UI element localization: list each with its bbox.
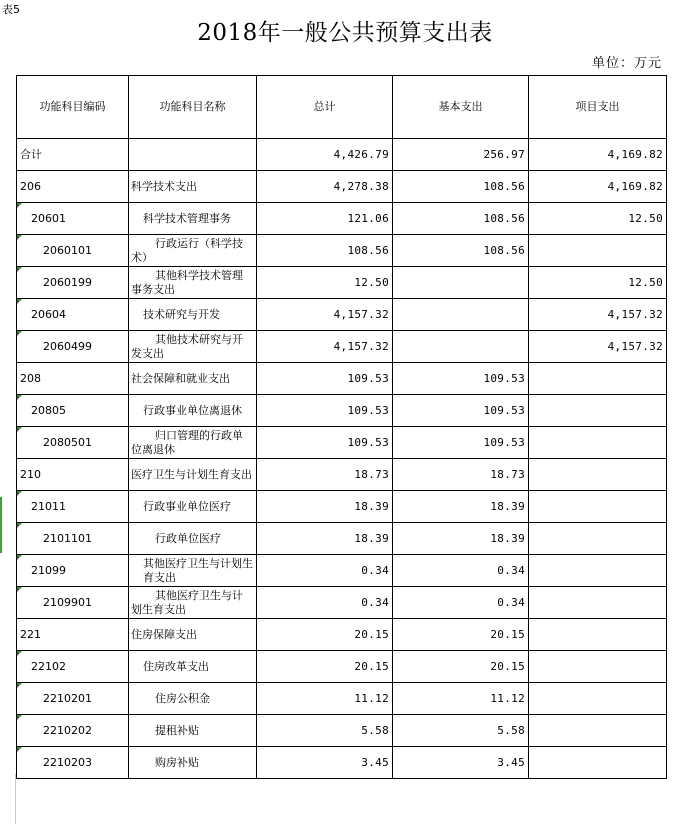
table-row — [17, 395, 667, 427]
basic-cell[interactable]: 11.12 — [393, 683, 529, 715]
code-cell[interactable]: 2109901 — [17, 587, 129, 619]
project-cell[interactable] — [529, 427, 667, 459]
basic-cell[interactable]: 3.45 — [393, 747, 529, 779]
name-cell[interactable]: 行政事业单位医疗 — [129, 491, 257, 523]
code-cell[interactable]: 2210203 — [17, 747, 129, 779]
table-row — [17, 363, 667, 395]
table-number: 表5 — [2, 3, 20, 16]
code-cell[interactable]: 21011 — [17, 491, 129, 523]
total-cell[interactable]: 3.45 — [257, 747, 393, 779]
table-row — [17, 235, 667, 267]
basic-cell[interactable]: 109.53 — [393, 427, 529, 459]
table-row — [17, 619, 667, 651]
total-cell[interactable]: 0.34 — [257, 587, 393, 619]
project-cell[interactable] — [529, 523, 667, 555]
name-cell[interactable]: 住房保障支出 — [129, 619, 257, 651]
basic-cell[interactable]: 18.39 — [393, 491, 529, 523]
basic-cell[interactable] — [393, 331, 529, 363]
total-cell[interactable]: 4,426.79 — [257, 139, 393, 171]
basic-cell[interactable]: 108.56 — [393, 235, 529, 267]
code-cell[interactable]: 2060499 — [17, 331, 129, 363]
name-cell[interactable]: 住房公积金 — [129, 683, 257, 715]
header-project[interactable]: 项目支出 — [529, 76, 667, 139]
table-row — [17, 587, 667, 619]
code-cell[interactable]: 2210201 — [17, 683, 129, 715]
total-cell[interactable]: 4,157.32 — [257, 299, 393, 331]
table-row — [17, 427, 667, 459]
total-cell[interactable]: 4,278.38 — [257, 171, 393, 203]
total-cell[interactable]: 12.50 — [257, 267, 393, 299]
basic-cell[interactable]: 0.34 — [393, 587, 529, 619]
total-cell[interactable]: 18.73 — [257, 459, 393, 491]
project-cell[interactable]: 4,157.32 — [529, 331, 667, 363]
code-cell[interactable]: 2080501 — [17, 427, 129, 459]
basic-cell[interactable]: 109.53 — [393, 363, 529, 395]
total-cell[interactable]: 18.39 — [257, 491, 393, 523]
total-cell[interactable]: 5.58 — [257, 715, 393, 747]
code-cell[interactable]: 2101101 — [17, 523, 129, 555]
name-cell[interactable]: 技术研究与开发 — [129, 299, 257, 331]
name-cell[interactable]: 行政单位医疗 — [129, 523, 257, 555]
total-cell[interactable]: 109.53 — [257, 427, 393, 459]
name-cell[interactable]: 社会保障和就业支出 — [129, 363, 257, 395]
header-row — [17, 76, 667, 139]
basic-cell[interactable]: 108.56 — [393, 171, 529, 203]
table-row — [17, 555, 667, 587]
name-cell[interactable]: 科学技术支出 — [129, 171, 257, 203]
project-cell[interactable]: 12.50 — [529, 267, 667, 299]
project-cell[interactable] — [529, 619, 667, 651]
header-code[interactable]: 功能科目编码 — [17, 76, 129, 139]
code-cell[interactable]: 2060199 — [17, 267, 129, 299]
code-cell[interactable]: 20601 — [17, 203, 129, 235]
project-cell[interactable] — [529, 747, 667, 779]
table-row — [17, 715, 667, 747]
name-cell[interactable]: 其他科学技术管理事务支出 — [129, 267, 257, 299]
project-cell[interactable]: 4,169.82 — [529, 139, 667, 171]
project-cell[interactable] — [529, 491, 667, 523]
basic-cell[interactable] — [393, 267, 529, 299]
name-cell[interactable]: 行政事业单位离退休 — [129, 395, 257, 427]
code-cell[interactable]: 22102 — [17, 651, 129, 683]
row-marker — [0, 497, 2, 553]
name-cell[interactable]: 购房补贴 — [129, 747, 257, 779]
table-row — [17, 683, 667, 715]
basic-cell[interactable]: 20.15 — [393, 619, 529, 651]
total-cell[interactable]: 18.39 — [257, 523, 393, 555]
total-cell[interactable]: 20.15 — [257, 651, 393, 683]
name-cell[interactable]: 住房改革支出 — [129, 651, 257, 683]
code-cell[interactable]: 221 — [17, 619, 129, 651]
name-cell[interactable] — [129, 139, 257, 171]
basic-cell[interactable]: 256.97 — [393, 139, 529, 171]
total-cell[interactable]: 11.12 — [257, 683, 393, 715]
basic-cell[interactable]: 108.56 — [393, 203, 529, 235]
name-cell[interactable]: 行政运行（科学技术） — [129, 235, 257, 267]
table-row — [17, 171, 667, 203]
table-row — [17, 331, 667, 363]
code-cell[interactable]: 20604 — [17, 299, 129, 331]
code-cell[interactable]: 206 — [17, 171, 129, 203]
name-cell[interactable]: 其他医疗卫生与计划生育支出 — [129, 587, 257, 619]
project-cell[interactable] — [529, 235, 667, 267]
table-row — [17, 491, 667, 523]
code-cell[interactable]: 21099 — [17, 555, 129, 587]
total-cell[interactable]: 20.15 — [257, 619, 393, 651]
total-cell[interactable]: 0.34 — [257, 555, 393, 587]
name-cell[interactable]: 提租补贴 — [129, 715, 257, 747]
code-cell[interactable]: 2210202 — [17, 715, 129, 747]
project-cell[interactable]: 4,169.82 — [529, 171, 667, 203]
basic-cell[interactable]: 0.34 — [393, 555, 529, 587]
project-cell[interactable] — [529, 555, 667, 587]
table-row — [17, 459, 667, 491]
basic-cell[interactable]: 18.39 — [393, 523, 529, 555]
table-row — [17, 267, 667, 299]
table-row — [17, 203, 667, 235]
header-total[interactable]: 总计 — [257, 76, 393, 139]
table-row — [17, 651, 667, 683]
name-cell[interactable]: 医疗卫生与计划生育支出 — [129, 459, 257, 491]
basic-cell[interactable] — [393, 299, 529, 331]
project-cell[interactable] — [529, 651, 667, 683]
basic-cell[interactable]: 109.53 — [393, 395, 529, 427]
table-row — [17, 139, 667, 171]
total-cell[interactable]: 4,157.32 — [257, 331, 393, 363]
project-cell[interactable] — [529, 683, 667, 715]
unit-label: 单位：万元 — [591, 56, 662, 71]
total-cell[interactable]: 109.53 — [257, 363, 393, 395]
name-cell[interactable]: 其他技术研究与开发支出 — [129, 331, 257, 363]
name-cell[interactable]: 科学技术管理事务 — [129, 203, 257, 235]
table-row — [17, 299, 667, 331]
code-cell[interactable]: 210 — [17, 459, 129, 491]
table-row — [17, 523, 667, 555]
sheet-edge — [15, 774, 16, 824]
header-name[interactable]: 功能科目名称 — [129, 76, 257, 139]
basic-cell[interactable]: 5.58 — [393, 715, 529, 747]
basic-cell[interactable]: 20.15 — [393, 651, 529, 683]
project-cell[interactable] — [529, 715, 667, 747]
basic-cell[interactable]: 18.73 — [393, 459, 529, 491]
project-cell[interactable] — [529, 459, 667, 491]
code-cell[interactable]: 合计 — [17, 139, 129, 171]
page-title: 2018年一般公共预算支出表 — [197, 20, 493, 46]
project-cell[interactable] — [529, 395, 667, 427]
total-cell[interactable]: 121.06 — [257, 203, 393, 235]
table-row — [17, 747, 667, 779]
code-cell[interactable]: 2060101 — [17, 235, 129, 267]
code-cell[interactable]: 20805 — [17, 395, 129, 427]
project-cell[interactable] — [529, 587, 667, 619]
total-cell[interactable]: 108.56 — [257, 235, 393, 267]
budget-table — [16, 75, 667, 779]
total-cell[interactable]: 109.53 — [257, 395, 393, 427]
project-cell[interactable]: 4,157.32 — [529, 299, 667, 331]
project-cell[interactable] — [529, 363, 667, 395]
name-cell[interactable]: 其他医疗卫生与计划生育支出 — [129, 555, 257, 587]
name-cell[interactable]: 归口管理的行政单位离退休 — [129, 427, 257, 459]
project-cell[interactable]: 12.50 — [529, 203, 667, 235]
code-cell[interactable]: 208 — [17, 363, 129, 395]
header-basic[interactable]: 基本支出 — [393, 76, 529, 139]
